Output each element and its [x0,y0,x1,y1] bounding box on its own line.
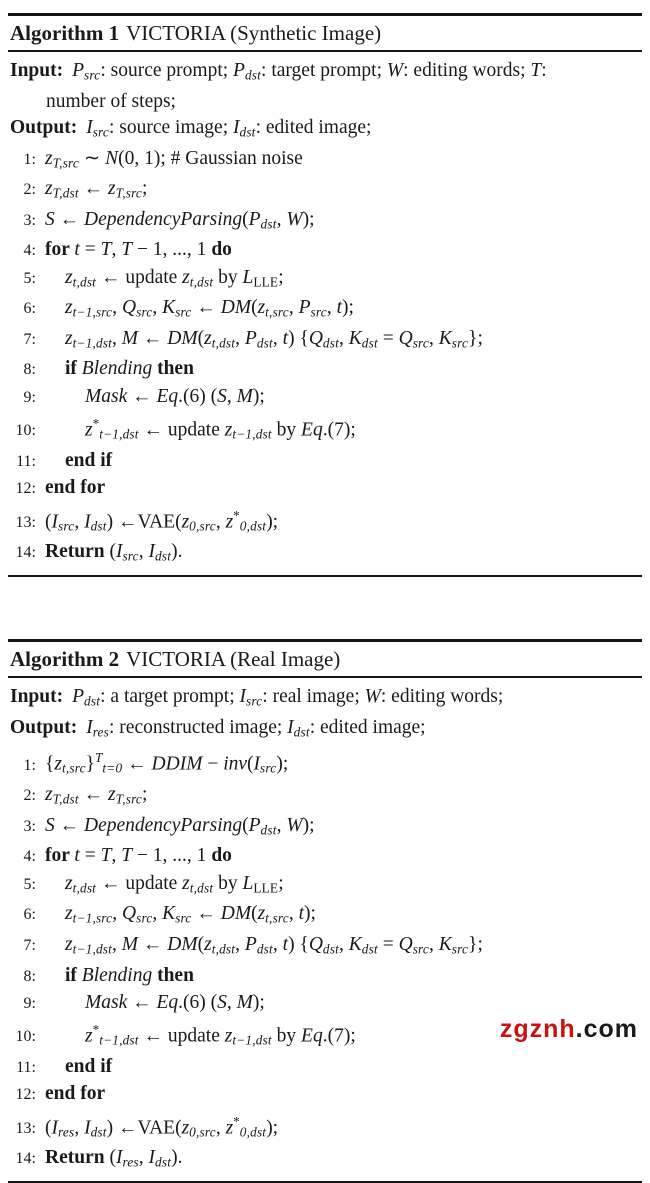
line-content: Mask ← Eq.(6) (S, M); [85,385,265,407]
line-number: 5: [23,269,36,287]
code-line [10,146,642,177]
line-content: end for [45,477,106,499]
code-line [10,295,642,326]
line-content: for t = T, T − 1, ..., 1 do [45,239,232,261]
line-content: Mask ← Eq.(6) (S, M); [85,991,265,1013]
line-content: number of steps; [46,90,176,112]
code-line [10,782,642,813]
line-content: Isrc: source image; Idst: edited image; [86,116,372,140]
line-number: 9: [23,994,36,1012]
line-content: z*t−1,dst ← update zt−1,dst by Eq.(7); [85,416,356,442]
code-line [10,745,642,782]
io-label: Output: [10,716,78,738]
code-line [10,1054,642,1081]
line-number: 10: [15,422,36,440]
line-number: 12: [15,1086,36,1104]
line-number: 1: [23,150,36,168]
line-number: 12: [15,480,36,498]
algorithm-2-label: Algorithm 2 [10,647,120,672]
line-content: Return (Isrc, Idst). [45,541,183,564]
header-line [10,715,642,746]
line-content: Ires: reconstructed image; Idst: edited image; [86,716,426,739]
line-content: zt,dst ← update zt,dst by LLLE; [65,266,284,289]
algorithm-1-body [8,52,642,577]
code-line [10,871,642,902]
line-content: $\{zt,src\}^Tt=0$ ← DDIM − inv(Isrc); [45,750,289,776]
algorithm-2-title [8,642,642,678]
algorithm-1-block [8,13,642,577]
line-content: zt−1,dst, M ← DM(zt,dst, Pdst, t) {Qdst, Kdst = Qsrc, Ksrc}; [65,933,483,957]
line-content: (Isrc, Idst) ←VAE(z0,src, z*0,dst); [45,507,279,534]
algorithm-2-body [8,678,642,1183]
line-content: zT,dst ← zT,src; [45,178,148,201]
algorithm-1-name: VICTORIA (Synthetic Image) [126,21,382,45]
code-line [10,176,642,207]
code-line [10,963,642,990]
code-line [10,384,642,411]
line-number: 3: [23,817,36,835]
watermark-red: zgznh [499,1015,576,1043]
paper-page [0,13,650,1170]
line-content: Psrc: source prompt; Pdst: target prompt; W: editing words; T: [72,60,547,83]
algorithm-1-title [8,16,642,52]
code-line [10,207,642,238]
algorithm-1-label: Algorithm 1 [10,21,120,45]
io-label: Input: [10,60,64,81]
line-content: z*t−1,dst ← update zt−1,dst by Eq.(7); [85,1022,356,1048]
line-content: S ← DependencyParsing(Pdst, W); [45,208,315,232]
line-number: 4: [23,848,36,866]
code-line [10,411,642,448]
line-content: Pdst: a target prompt; Isrc: real image; W: editing words; [72,686,504,709]
line-content: end for [45,1083,106,1105]
line-number: 5: [23,875,36,893]
code-line [10,237,642,264]
line-number: 4: [23,242,36,260]
code-line [10,326,642,357]
code-line [10,1145,642,1176]
line-content: Return (Ires, Idst). [45,1147,183,1170]
header-line [10,58,642,89]
line-number: 13: [15,513,36,531]
line-number: 7: [23,936,36,954]
code-line [10,1081,642,1108]
line-number: 13: [15,1119,36,1137]
io-label: Input: [10,686,64,708]
line-number: 11: [16,452,36,470]
header-line [10,115,642,146]
code-line [10,503,642,540]
code-line [10,475,642,502]
line-content: if Blending then [65,964,194,986]
algorithm-2-block [8,639,642,1183]
line-number: 2: [23,181,36,199]
code-line [10,539,642,570]
line-number: 9: [23,388,36,406]
line-number: 3: [23,211,36,229]
line-content: end if [65,449,113,471]
line-content: zt−1,dst, M ← DM(zt,dst, Pdst, t) {Qdst, Kdst = Qsrc, Ksrc}; [65,327,483,351]
watermark [500,1015,638,1044]
line-number: 11: [16,1058,36,1076]
line-content: zt−1,src, Qsrc, Ksrc ← DM(zt,src, t); [65,903,316,926]
line-number: 2: [23,787,36,805]
line-content: zt−1,src, Qsrc, Ksrc ← DM(zt,src, Psrc, t); [65,297,354,320]
line-number: 7: [23,330,36,348]
io-label: Output: [10,116,78,138]
line-content: if Blending then [65,358,194,380]
code-line [10,356,642,383]
code-line [10,932,642,963]
header-line [10,684,642,715]
line-content: zT,dst ← zT,src; [45,784,148,807]
line-number: 14: [15,544,36,562]
line-number: 10: [15,1028,36,1046]
line-number: 14: [15,1150,36,1168]
line-number: 6: [23,300,36,318]
code-line [10,901,642,932]
watermark-dark: .com [575,1015,638,1043]
line-number: 8: [23,967,36,985]
line-number: 6: [23,906,36,924]
code-line [10,448,642,475]
line-content: end if [65,1055,113,1077]
line-number: 8: [23,361,36,379]
code-line [10,843,642,870]
line-content: zT,src ∼ N(0, 1); # Gaussian noise [45,147,303,170]
line-content: (Ires, Idst) ←VAE(z0,src, z*0,dst); [45,1113,279,1140]
code-line [10,813,642,844]
code-line [10,990,642,1017]
line-content: for t = T, T − 1, ..., 1 do [45,845,232,867]
line-content: S ← DependencyParsing(Pdst, W); [45,814,315,838]
code-line [10,1109,642,1146]
algorithm-2-name: VICTORIA (Real Image) [126,647,341,672]
code-line [10,265,642,296]
header-continuation-line [10,89,642,115]
line-content: zt,dst ← update zt,dst by LLLE; [65,872,284,895]
line-number: 1: [23,756,36,774]
